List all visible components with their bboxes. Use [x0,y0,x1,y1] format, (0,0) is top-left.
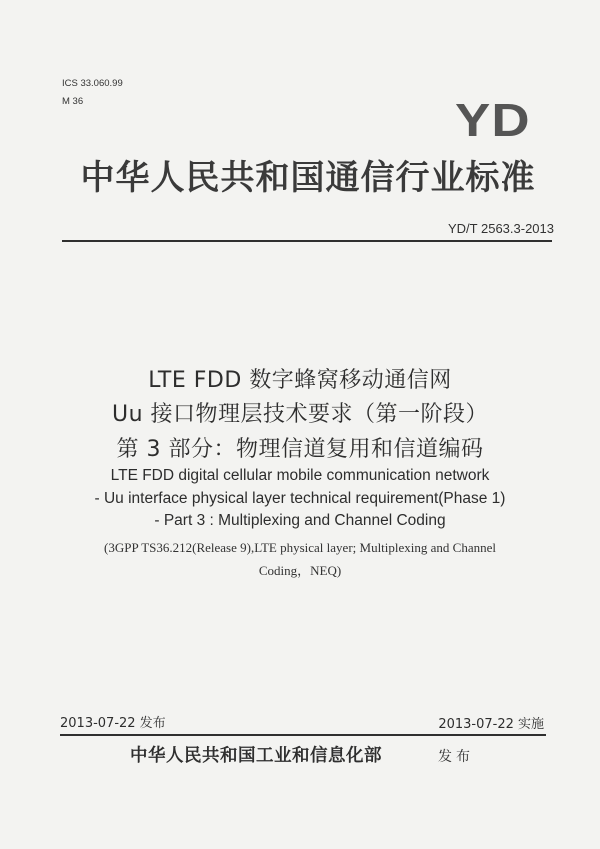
reference-line-2: Coding，NEQ) [258,563,342,578]
classification-code: M 36 [62,96,84,107]
bottom-divider [60,734,546,736]
chinese-title-line-1: LTE FDD 数字蜂窝移动通信网 [148,368,452,393]
english-title-line-2: - Uu interface physical layer technical requirement(Phase 1) [94,490,506,507]
chinese-title-line-3: 第 3 部分：物理信道复用和信道编码 [116,437,484,462]
standard-number: YD/T 2563.3-2013 [448,221,554,236]
organization-title: 中华人民共和国通信行业标准 [80,158,536,198]
chinese-title-line-2: Uu 接口物理层技术要求（第一阶段） [111,402,489,427]
issue-label: 发布 [438,749,474,765]
issuing-authority: 中华人民共和国工业和信息化部 [130,746,382,766]
publish-date: 2013-07-22 发布 [60,716,166,731]
top-divider [62,240,552,242]
english-title-line-3: - Part 3 : Multiplexing and Channel Coding [154,512,446,529]
reference-line-1: (3GPP TS36.212(Release 9),LTE physical layer; Multiplexing and Channel [104,540,496,555]
english-title-line-1: LTE FDD digital cellular mobile communication network [110,467,490,484]
ics-code: ICS 33.060.99 [62,78,123,89]
yd-logo: YD [455,94,531,146]
implement-date: 2013-07-22 实施 [438,717,544,732]
